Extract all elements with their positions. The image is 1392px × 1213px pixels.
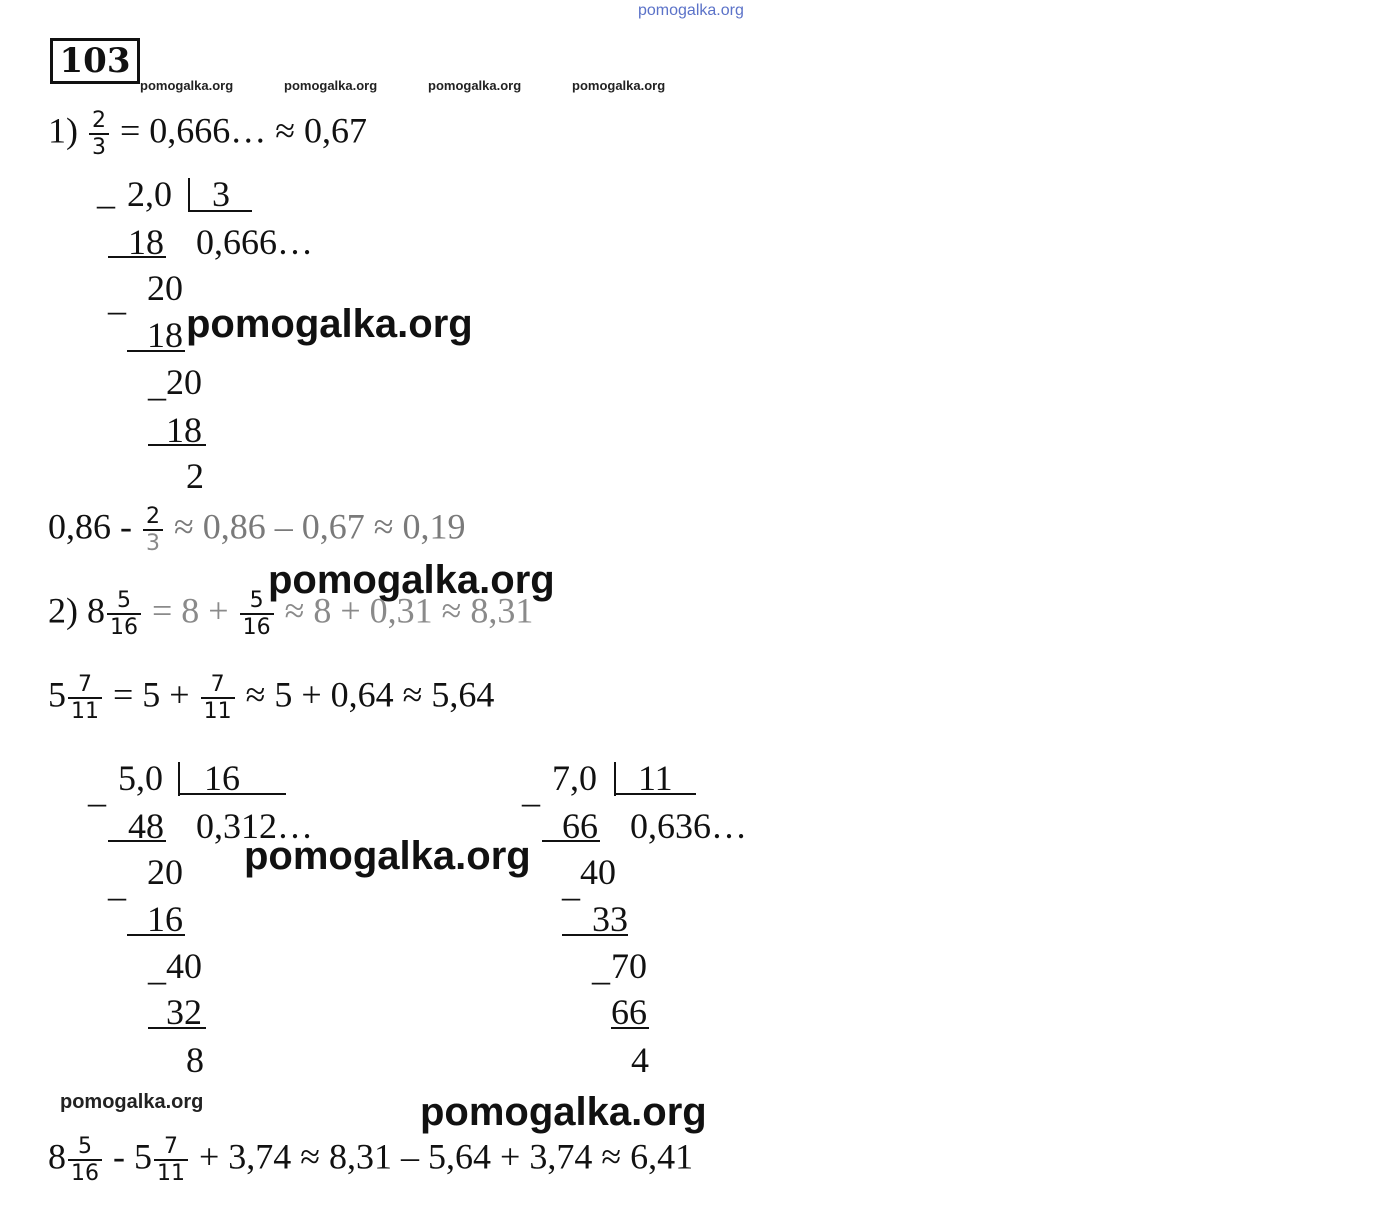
quotient: 0,636… xyxy=(630,806,747,846)
step-underline-2 xyxy=(127,350,185,352)
final-remainder: 8 xyxy=(186,1040,204,1080)
step-underline-1 xyxy=(542,840,600,842)
watermark-small-4: pomogalka.org xyxy=(572,78,666,93)
step-underline-1 xyxy=(108,840,166,842)
step-product-3: 18 xyxy=(166,410,202,450)
mixed2-mid: = 5 + xyxy=(113,674,190,715)
watermark-small-2: pomogalka.org xyxy=(284,78,378,93)
part1-result xyxy=(48,504,466,557)
part2-prefix: 2) 8 xyxy=(48,590,105,631)
part1-equation xyxy=(48,108,367,161)
final-remainder: 4 xyxy=(631,1040,649,1080)
dividend: 7,0 xyxy=(552,758,597,798)
minus-sign-3: _ xyxy=(148,364,166,404)
minus-sign-3: _ xyxy=(148,948,166,988)
part2-mixed-number-2 xyxy=(48,672,494,725)
fraction-2-3 xyxy=(89,108,109,161)
final-rest: + 3,74 ≈ 8,31 – 5,64 + 3,74 ≈ 6,41 xyxy=(199,1136,694,1177)
minus-sign-2: _ xyxy=(108,864,126,904)
fraction-7-11 xyxy=(154,1134,188,1187)
divisor: 16 xyxy=(204,758,240,798)
step-product-1: 48 xyxy=(128,806,164,846)
step-underline-3 xyxy=(148,1027,206,1029)
top-watermark: pomogalka.org xyxy=(638,2,744,19)
step-product-2: 33 xyxy=(592,899,628,939)
quotient: 0,312… xyxy=(196,806,313,846)
quotient: 0,666… xyxy=(196,222,313,262)
step-remainder-1: 40 xyxy=(580,852,616,892)
step-underline-2 xyxy=(127,934,185,936)
dividend: 5,0 xyxy=(118,758,163,798)
step-underline-3 xyxy=(148,444,206,446)
fraction-denominator: 16 xyxy=(242,615,271,641)
fraction-numerator: 7 xyxy=(201,672,235,699)
step-product-2: 16 xyxy=(147,899,183,939)
watermark-big-3: pomogalka.org xyxy=(244,834,531,878)
fraction-denominator: 11 xyxy=(157,1161,185,1187)
step-remainder-2: 40 xyxy=(166,946,202,986)
final-whole-1: 8 xyxy=(48,1136,66,1177)
fraction-5-16 xyxy=(68,1134,102,1187)
result-prefix: 0,86 - xyxy=(48,506,132,547)
watermark-big-4: pomogalka.org xyxy=(420,1090,707,1134)
mixed1-rest: ≈ 8 + 0,31 ≈ 8,31 xyxy=(284,590,534,631)
fraction-2-3 xyxy=(143,504,163,557)
fraction-5-16 xyxy=(240,588,274,641)
step-product-2: 18 xyxy=(147,315,183,355)
fraction-numerator: 2 xyxy=(89,108,109,135)
watermark-small-1: pomogalka.org xyxy=(140,78,234,93)
step-product-3: 66 xyxy=(611,992,647,1032)
division-bar xyxy=(188,178,190,212)
fraction-numerator: 2 xyxy=(143,504,163,531)
mixed2-rest: ≈ 5 + 0,64 ≈ 5,64 xyxy=(245,674,495,715)
watermark-big-1: pomogalka.org xyxy=(186,302,473,346)
fraction-numerator: 7 xyxy=(154,1134,188,1161)
step-product-1: 66 xyxy=(562,806,598,846)
divisor-underline xyxy=(178,793,286,795)
watermark-big-2: pomogalka.org xyxy=(268,558,555,602)
step-product-1: 18 xyxy=(128,222,164,262)
mixed2-whole: 5 xyxy=(48,674,66,715)
division-bar xyxy=(178,762,180,796)
step-remainder-1: 20 xyxy=(147,268,183,308)
fraction-5-16 xyxy=(107,588,141,641)
minus-sign: _ xyxy=(522,770,540,810)
fraction-denominator: 3 xyxy=(92,135,106,161)
step-remainder-2: 20 xyxy=(166,362,202,402)
mixed1-mid: = 8 + xyxy=(152,590,229,631)
step-underline-1 xyxy=(108,256,166,258)
fraction-denominator: 11 xyxy=(71,699,99,725)
fraction-denominator: 3 xyxy=(146,531,160,557)
fraction-denominator: 16 xyxy=(110,615,138,641)
part1-rest: = 0,666… ≈ 0,67 xyxy=(120,110,368,151)
fraction-numerator: 5 xyxy=(68,1134,102,1161)
fraction-denominator: 16 xyxy=(71,1161,99,1187)
divisor: 11 xyxy=(638,758,673,798)
fraction-numerator: 5 xyxy=(107,588,141,615)
step-underline-3 xyxy=(611,1027,649,1029)
step-underline-2 xyxy=(562,934,628,936)
minus-sign-2: _ xyxy=(108,278,126,318)
final-equation xyxy=(48,1134,693,1187)
part2-mixed-number-1 xyxy=(48,588,533,641)
step-product-3: 32 xyxy=(166,992,202,1032)
result-rest: ≈ 0,86 – 0,67 ≈ 0,19 xyxy=(174,506,466,547)
step-remainder-1: 20 xyxy=(147,852,183,892)
division-bar xyxy=(614,762,616,796)
final-operator: - xyxy=(113,1136,125,1177)
minus-sign-2: _ xyxy=(562,864,580,904)
fraction-denominator: 11 xyxy=(203,699,232,725)
minus-sign-3: _ xyxy=(592,948,610,988)
problem-number: 103 xyxy=(50,38,140,84)
fraction-7-11 xyxy=(201,672,235,725)
minus-sign: _ xyxy=(97,172,115,212)
final-whole-2: 5 xyxy=(134,1136,152,1177)
part1-prefix: 1) xyxy=(48,110,78,151)
step-remainder-2: 70 xyxy=(611,946,647,986)
dividend: 2,0 xyxy=(127,174,172,214)
fraction-7-11 xyxy=(68,672,102,725)
divisor: 3 xyxy=(212,174,230,214)
divisor-underline xyxy=(614,793,696,795)
minus-sign: _ xyxy=(88,770,106,810)
watermark-bottom-left: pomogalka.org xyxy=(60,1091,204,1113)
fraction-numerator: 5 xyxy=(240,588,274,615)
final-remainder: 2 xyxy=(186,456,204,496)
fraction-numerator: 7 xyxy=(68,672,102,699)
divisor-underline xyxy=(188,210,252,212)
watermark-small-3: pomogalka.org xyxy=(428,78,522,93)
